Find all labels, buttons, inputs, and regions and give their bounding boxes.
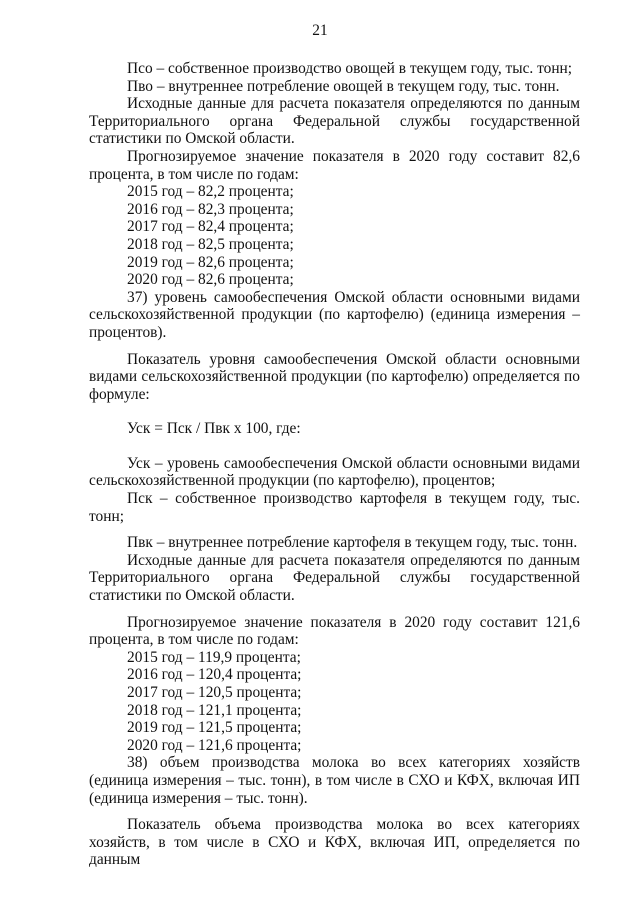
paragraph-source-data: Исходные данные для расчета показателя определяются по данным Территориального органа Федеральной службы государственной статистики по Омской области. bbox=[89, 95, 580, 148]
year-list-potatoes bbox=[89, 649, 580, 755]
list-item: 2017 год – 82,4 процента; bbox=[127, 218, 294, 236]
paragraph-forecast: Прогнозируемое значение показателя в 2020 году составит 82,6 процента, в том числе по годам: bbox=[89, 147, 580, 183]
paragraph-forecast-2: Прогнозируемое значение показателя в 2020 году составит 121,6 процента, в том числе по годам: bbox=[89, 613, 580, 649]
list-item: 2019 год – 82,6 процента; bbox=[127, 253, 294, 271]
list-item: 2018 год – 82,5 процента; bbox=[127, 235, 294, 253]
document-body bbox=[89, 60, 580, 869]
paragraph-pvk-definition: Пвк – внутреннее потребление картофеля в текущем году, тыс. тонн. bbox=[127, 534, 578, 552]
formula: Уск = Пск / Пвк х 100, где: bbox=[127, 420, 301, 438]
list-item: 2018 год – 121,1 процента; bbox=[127, 701, 302, 719]
paragraph-formula-intro: Показатель уровня самообеспечения Омской области основными видами сельскохозяйственной продукции (по картофелю) определяется по формуле: bbox=[89, 350, 580, 403]
paragraph-source-data-2: Исходные данные для расчета показателя определяются по данным Территориального органа Федеральной службы государственной статистики по Омской области. bbox=[89, 551, 580, 605]
paragraph-item-38: 38) объем производства молока во всех категориях хозяйств (единица измерения – тыс. тонн), в том числе в СХО и КФХ, включая ИП (единица измерения – тыс. тонн). bbox=[89, 754, 580, 807]
paragraph-milk-indicator: Показатель объема производства молока во всех категориях хозяйств, в том числе в СХО и КФХ, включая ИП, определяется по данным bbox=[89, 816, 580, 869]
paragraph-pvo-definition: Пво – внутреннее потребление овощей в текущем году, тыс. тонн. bbox=[127, 77, 560, 95]
list-item: 2016 год – 120,4 процента; bbox=[127, 666, 302, 684]
list-item: 2015 год – 119,9 процента; bbox=[127, 648, 301, 666]
list-item: 2016 год – 82,3 процента; bbox=[127, 200, 294, 218]
list-item: 2020 год – 82,6 процента; bbox=[127, 271, 294, 289]
list-item: 2017 год – 120,5 процента; bbox=[127, 684, 302, 701]
paragraph-usk-definition: Уск – уровень самообеспечения Омской области основными видами сельскохозяйственной продукции (по картофелю), процентов; bbox=[89, 454, 580, 490]
list-item: 2019 год – 121,5 процента; bbox=[127, 719, 302, 737]
paragraph-pso-definition: Псо – собственное производство овощей в текущем году, тыс. тонн; bbox=[127, 60, 573, 77]
paragraph-psk-definition: Пск – собственное производство картофеля в текущем году, тыс. тонн; bbox=[89, 490, 580, 525]
paragraph-item-37: 37) уровень самообеспечения Омской области основными видами сельскохозяйственной продукции (по картофелю) (единица измерения – процентов). bbox=[89, 288, 580, 341]
list-item: 2015 год – 82,2 процента; bbox=[127, 183, 294, 201]
list-item: 2020 год – 121,6 процента; bbox=[127, 736, 302, 754]
page-number: 21 bbox=[312, 22, 328, 39]
year-list-vegetables bbox=[89, 183, 580, 289]
